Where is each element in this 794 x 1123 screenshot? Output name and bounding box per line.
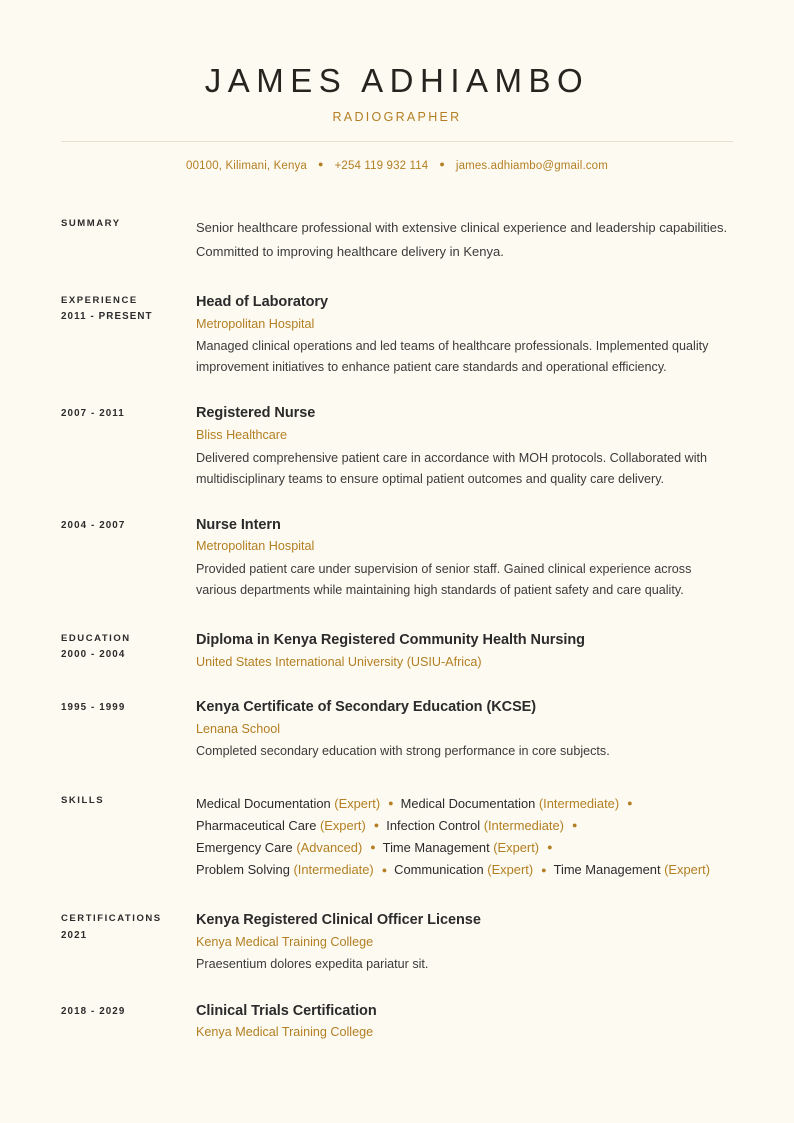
entry-date: 2018 - 2029	[61, 1005, 126, 1017]
skill-name: Communication	[394, 862, 488, 878]
education-label-column	[61, 631, 196, 663]
skill-level: (Expert)	[493, 839, 540, 855]
bullet-separator-icon: ●	[317, 159, 324, 170]
entry-description: Managed clinical operations and led teams of healthcare professionals. Implemented quality improvement initiatives to enhance patient care standards and operational efficiency.	[196, 339, 709, 375]
entry-date: 2011 - PRESENT	[61, 311, 153, 323]
bullet-separator-icon: ●	[381, 864, 388, 875]
resume-header	[0, 0, 794, 172]
section-label-skills: SKILLS	[61, 794, 105, 806]
certification-entry	[61, 1002, 733, 1043]
skill-item	[196, 818, 366, 833]
candidate-name: JAMES ADHIAMBO	[204, 62, 590, 99]
skill-name: Time Management	[553, 862, 665, 878]
skill-level: (Intermediate)	[483, 817, 564, 833]
entry-title: Head of Laboratory	[196, 294, 329, 311]
certification-entry	[61, 911, 733, 975]
summary-content	[196, 216, 733, 264]
entry-description: Completed secondary education with strong performance in core subjects.	[196, 744, 610, 759]
entry-description: Praesentium dolores expedita pariatur sit.	[196, 957, 429, 972]
spacer	[61, 264, 733, 293]
skill-level: (Expert)	[487, 862, 534, 878]
certifications-label-column	[61, 911, 196, 943]
skill-item	[196, 796, 380, 811]
candidate-role: RADIOGRAPHER	[332, 109, 462, 124]
skill-level: (Intermediate)	[538, 795, 620, 811]
skill-item	[196, 862, 374, 877]
skill-name: Problem Solving	[196, 862, 294, 878]
skill-name: Pharmaceutical Care	[196, 817, 320, 833]
experience-content	[196, 516, 733, 601]
contact-email[interactable]: james.adhiambo@gmail.com	[455, 159, 608, 172]
skill-item	[196, 840, 362, 855]
contact-phone[interactable]: +254 119 932 114	[334, 159, 429, 172]
experience-content	[196, 404, 733, 489]
skill-name: Time Management	[382, 839, 494, 855]
skill-item	[394, 862, 533, 877]
entry-organization: Metropolitan Hospital	[196, 539, 315, 554]
skills-label-column	[61, 793, 196, 808]
skills-content	[196, 793, 733, 882]
entry-organization: Kenya Medical Training College	[196, 1025, 374, 1040]
bullet-separator-icon: ●	[571, 820, 578, 831]
bullet-separator-icon: ●	[541, 864, 547, 875]
section-label-summary: SUMMARY	[61, 217, 121, 229]
section-label-experience: EXPERIENCE	[61, 295, 138, 307]
entry-description: Provided patient care under supervision of senior staff. Gained clinical experience across various departments while maintaining high standards of patient safety and care quality.	[196, 561, 692, 598]
skill-level: (Advanced)	[296, 839, 363, 855]
bullet-separator-icon: ●	[439, 159, 445, 170]
skill-item	[386, 818, 564, 833]
entry-date: 2021	[61, 929, 88, 941]
education-content	[196, 631, 733, 672]
spacer	[61, 490, 733, 516]
education-entry	[61, 698, 733, 762]
education-date-column	[61, 698, 196, 716]
bullet-separator-icon: ●	[547, 842, 553, 853]
summary-text: Senior healthcare professional with extensive clinical experience and leadership capabilities. Committed to improving healthcare delivery in Kenya.	[196, 219, 728, 259]
section-skills	[61, 793, 733, 882]
education-entry	[61, 631, 733, 672]
spacer	[61, 601, 733, 631]
experience-date-column	[61, 516, 196, 534]
bullet-separator-icon: ●	[388, 798, 394, 809]
skill-level: (Expert)	[334, 795, 381, 811]
skill-item	[554, 862, 710, 877]
entry-title: Registered Nurse	[196, 405, 316, 422]
spacer	[61, 672, 733, 698]
skill-item	[383, 840, 539, 855]
experience-entry	[61, 293, 733, 378]
certifications-date-column	[61, 1002, 196, 1020]
entry-title: Clinical Trials Certification	[196, 1002, 377, 1019]
entry-description: Delivered comprehensive patient care in accordance with MOH protocols. Collaborated with multidisciplinary teams to ensure optimal patient outcomes and quality care delivery.	[196, 450, 707, 486]
skill-name: Infection Control	[386, 817, 484, 833]
header-divider	[61, 141, 733, 142]
certification-content	[196, 1002, 733, 1043]
skills-list	[196, 793, 733, 882]
spacer	[61, 378, 733, 404]
skill-level: (Expert)	[664, 862, 710, 878]
contact-line	[61, 160, 733, 172]
skill-name: Medical Documentation	[196, 795, 335, 811]
entry-organization: Lenana School	[196, 721, 281, 736]
entry-organization: Bliss Healthcare	[196, 427, 287, 442]
experience-entry	[61, 404, 733, 489]
entry-title: Kenya Registered Clinical Officer License	[196, 912, 481, 929]
entry-date: 2007 - 2011	[61, 408, 125, 420]
bullet-separator-icon: ●	[373, 820, 380, 831]
bullet-separator-icon: ●	[627, 798, 633, 809]
entry-date: 1995 - 1999	[61, 702, 126, 714]
entry-organization: Kenya Medical Training College	[196, 934, 374, 949]
skill-name: Medical Documentation	[400, 795, 539, 811]
resume-body	[0, 216, 794, 1043]
skill-item	[401, 796, 620, 811]
section-summary	[61, 216, 733, 264]
spacer	[61, 763, 733, 793]
entry-title: Diploma in Kenya Registered Community Health Nursing	[196, 632, 585, 649]
experience-content	[196, 293, 733, 378]
certification-content	[196, 911, 733, 975]
entry-date: 2000 - 2004	[61, 649, 126, 661]
entry-title: Nurse Intern	[196, 516, 281, 533]
entry-title: Kenya Certificate of Secondary Education (KCSE)	[196, 699, 537, 716]
spacer	[61, 881, 733, 911]
entry-date: 2004 - 2007	[61, 519, 126, 531]
experience-label-column	[61, 293, 196, 325]
entry-organization: United States International University (USIU-Africa)	[196, 654, 482, 669]
section-label-certifications: CERTIFICATIONS	[61, 913, 162, 925]
experience-date-column	[61, 404, 196, 422]
section-label-education: EDUCATION	[61, 633, 131, 645]
experience-entry	[61, 516, 733, 601]
education-content	[196, 698, 733, 762]
contact-location: 00100, Kilimani, Kenya	[186, 159, 307, 172]
skill-level: (Intermediate)	[293, 862, 374, 878]
spacer	[61, 976, 733, 1002]
summary-label-column	[61, 216, 196, 231]
skill-name: Emergency Care	[196, 839, 297, 855]
skill-level: (Expert)	[319, 817, 366, 833]
bullet-separator-icon: ●	[370, 842, 376, 853]
entry-organization: Metropolitan Hospital	[196, 316, 315, 331]
